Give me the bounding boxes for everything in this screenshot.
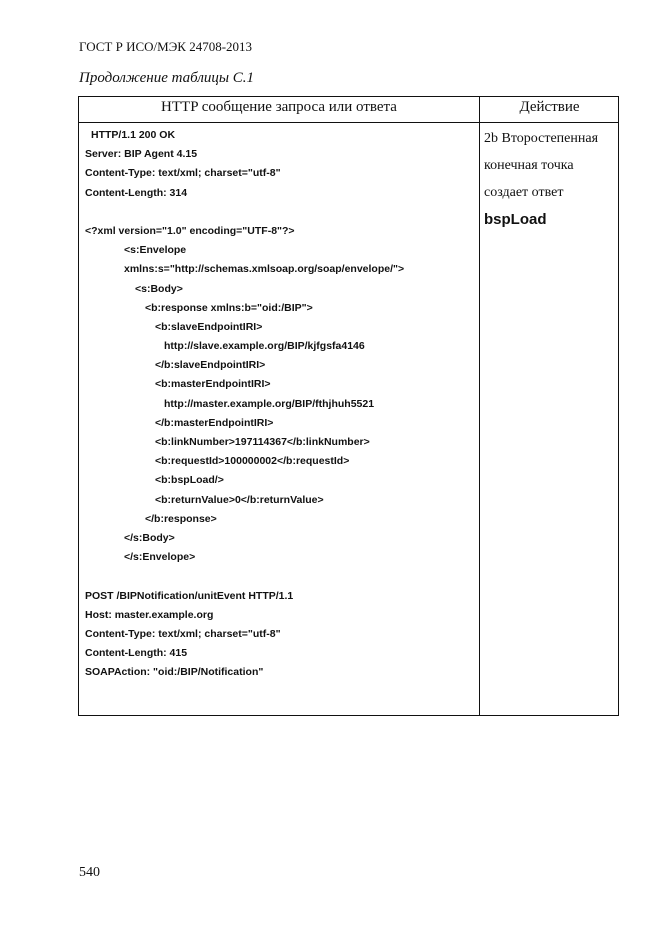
code-line: Content-Type: text/xml; charset="utf-8" bbox=[85, 627, 281, 640]
code-line: <?xml version="1.0" encoding="UTF-8"?> bbox=[85, 224, 295, 237]
code-line: </s:Body> bbox=[124, 531, 175, 544]
code-line: </b:slaveEndpointIRI> bbox=[155, 359, 266, 372]
table-caption: Продолжение таблицы С.1 bbox=[79, 70, 255, 86]
code-line: <b:masterEndpointIRI> bbox=[155, 378, 271, 391]
code-line: HTTP/1.1 200 OK bbox=[91, 129, 176, 141]
column-divider bbox=[479, 97, 480, 715]
action-bold-term: bspLoad bbox=[484, 211, 547, 228]
code-line: Host: master.example.org bbox=[85, 608, 214, 621]
column-header-action: Действие bbox=[519, 99, 580, 115]
code-line: <b:response xmlns:b="oid:/BIP"> bbox=[145, 301, 313, 314]
code-line bbox=[85, 203, 404, 222]
page-number: 540 bbox=[79, 865, 100, 880]
code-line: </b:response> bbox=[145, 512, 217, 525]
code-line bbox=[85, 567, 404, 586]
code-line: POST /BIPNotification/unitEvent HTTP/1.1 bbox=[85, 589, 294, 602]
action-line: 2b Второстепенная bbox=[484, 131, 599, 146]
code-line: <b:linkNumber>197114367</b:linkNumber> bbox=[155, 436, 370, 448]
code-line: http://master.example.org/BIP/fthjhuh5521 bbox=[164, 397, 375, 410]
action-line: создает ответ bbox=[484, 185, 564, 200]
column-header-message: HTTP сообщение запроса или ответа bbox=[161, 99, 397, 115]
code-line: Content-Length: 314 bbox=[85, 186, 188, 199]
code-line: <b:requestId>100000002</b:requestId> bbox=[155, 455, 350, 468]
action-cell bbox=[484, 125, 598, 233]
code-line: Content-Length: 415 bbox=[85, 647, 188, 660]
message-table bbox=[78, 96, 619, 716]
code-line: http://slave.example.org/BIP/kjfgsfa4146 bbox=[164, 340, 365, 353]
code-line: <b:returnValue>0</b:returnValue> bbox=[155, 493, 324, 506]
code-line: SOAPAction: "oid:/BIP/Notification" bbox=[85, 666, 264, 679]
code-line: Server: BIP Agent 4.15 bbox=[85, 148, 198, 161]
header-divider bbox=[79, 122, 618, 123]
http-message-code bbox=[85, 126, 404, 682]
code-line: <b:bspLoad/> bbox=[155, 474, 224, 487]
document-id: ГОСТ Р ИСО/МЭК 24708-2013 bbox=[79, 39, 253, 54]
code-line: </s:Envelope> bbox=[124, 551, 196, 564]
code-line: xmlns:s="http://schemas.xmlsoap.org/soap/envelope/"> bbox=[124, 263, 405, 276]
code-line: <s:Envelope bbox=[124, 244, 187, 257]
code-line: </b:masterEndpointIRI> bbox=[155, 416, 274, 429]
action-line: конечная точка bbox=[484, 158, 574, 173]
code-line: <b:slaveEndpointIRI> bbox=[155, 320, 263, 333]
code-line: <s:Body> bbox=[135, 282, 183, 295]
code-line: Content-Type: text/xml; charset="utf-8" bbox=[85, 167, 281, 180]
